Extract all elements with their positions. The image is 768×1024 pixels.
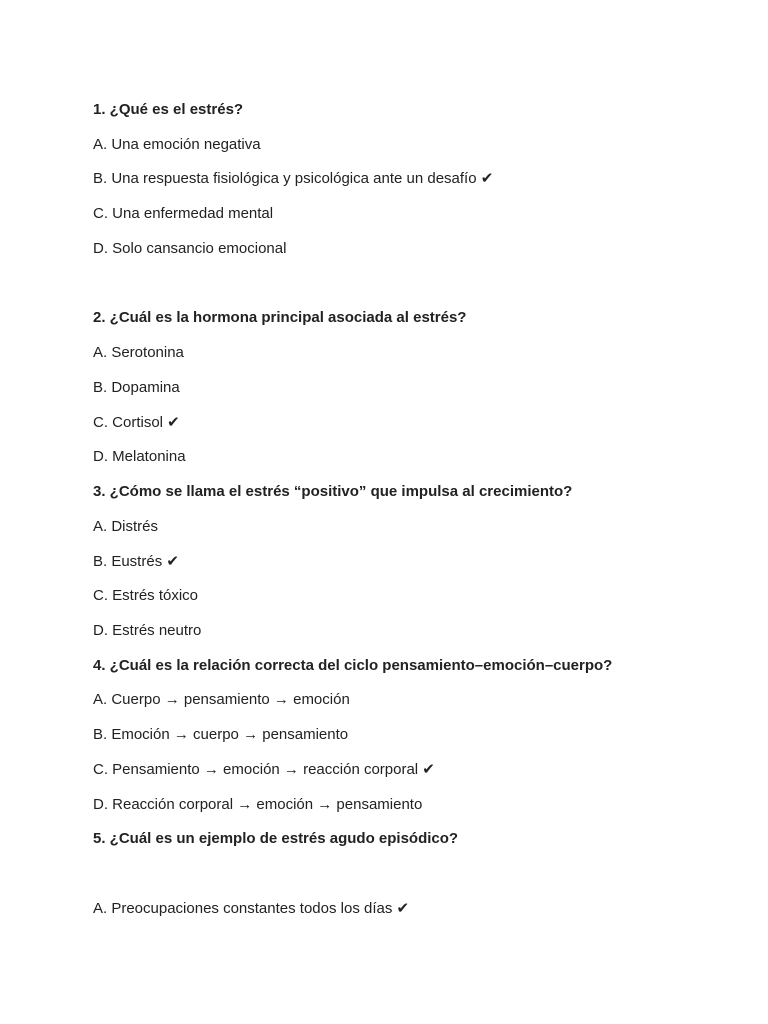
question-4: 4. ¿Cuál es la relación correcta del ciclo pensamiento–emoción–cuerpo? [93, 657, 613, 674]
question-2: 2. ¿Cuál es la hormona principal asociada al estrés? [93, 309, 467, 326]
option-4a: A. Cuerpo → pensamiento → emoción [93, 691, 350, 708]
option-2c: C. Cortisol ✔ [93, 414, 180, 431]
option-2a: A. Serotonina [93, 344, 184, 361]
option-4c: C. Pensamiento → emoción → reacción corporal ✔ [93, 761, 435, 778]
option-2d: D. Melatonina [93, 448, 186, 465]
question-3: 3. ¿Cómo se llama el estrés “positivo” que impulsa al crecimiento? [93, 483, 573, 500]
option-1a: A. Una emoción negativa [93, 136, 261, 153]
option-1c: C. Una enfermedad mental [93, 205, 274, 222]
option-4b: B. Emoción → cuerpo → pensamiento [93, 726, 349, 743]
option-3d: D. Estrés neutro [93, 622, 202, 639]
question-1: 1. ¿Qué es el estrés? [93, 101, 244, 118]
option-4d: D. Reacción corporal → emoción → pensamiento [93, 796, 423, 813]
option-2b: B. Dopamina [93, 379, 180, 396]
option-3c: C. Estrés tóxico [93, 587, 199, 604]
option-3a: A. Distrés [93, 518, 159, 535]
option-1d: D. Solo cansancio emocional [93, 240, 287, 257]
option-5a: A. Preocupaciones constantes todos los días ✔ [93, 900, 410, 917]
option-3b: B. Eustrés ✔ [93, 553, 179, 570]
question-5: 5. ¿Cuál es un ejemplo de estrés agudo episódico? [93, 830, 459, 847]
option-1b: B. Una respuesta fisiológica y psicológica ante un desafío ✔ [93, 170, 494, 187]
